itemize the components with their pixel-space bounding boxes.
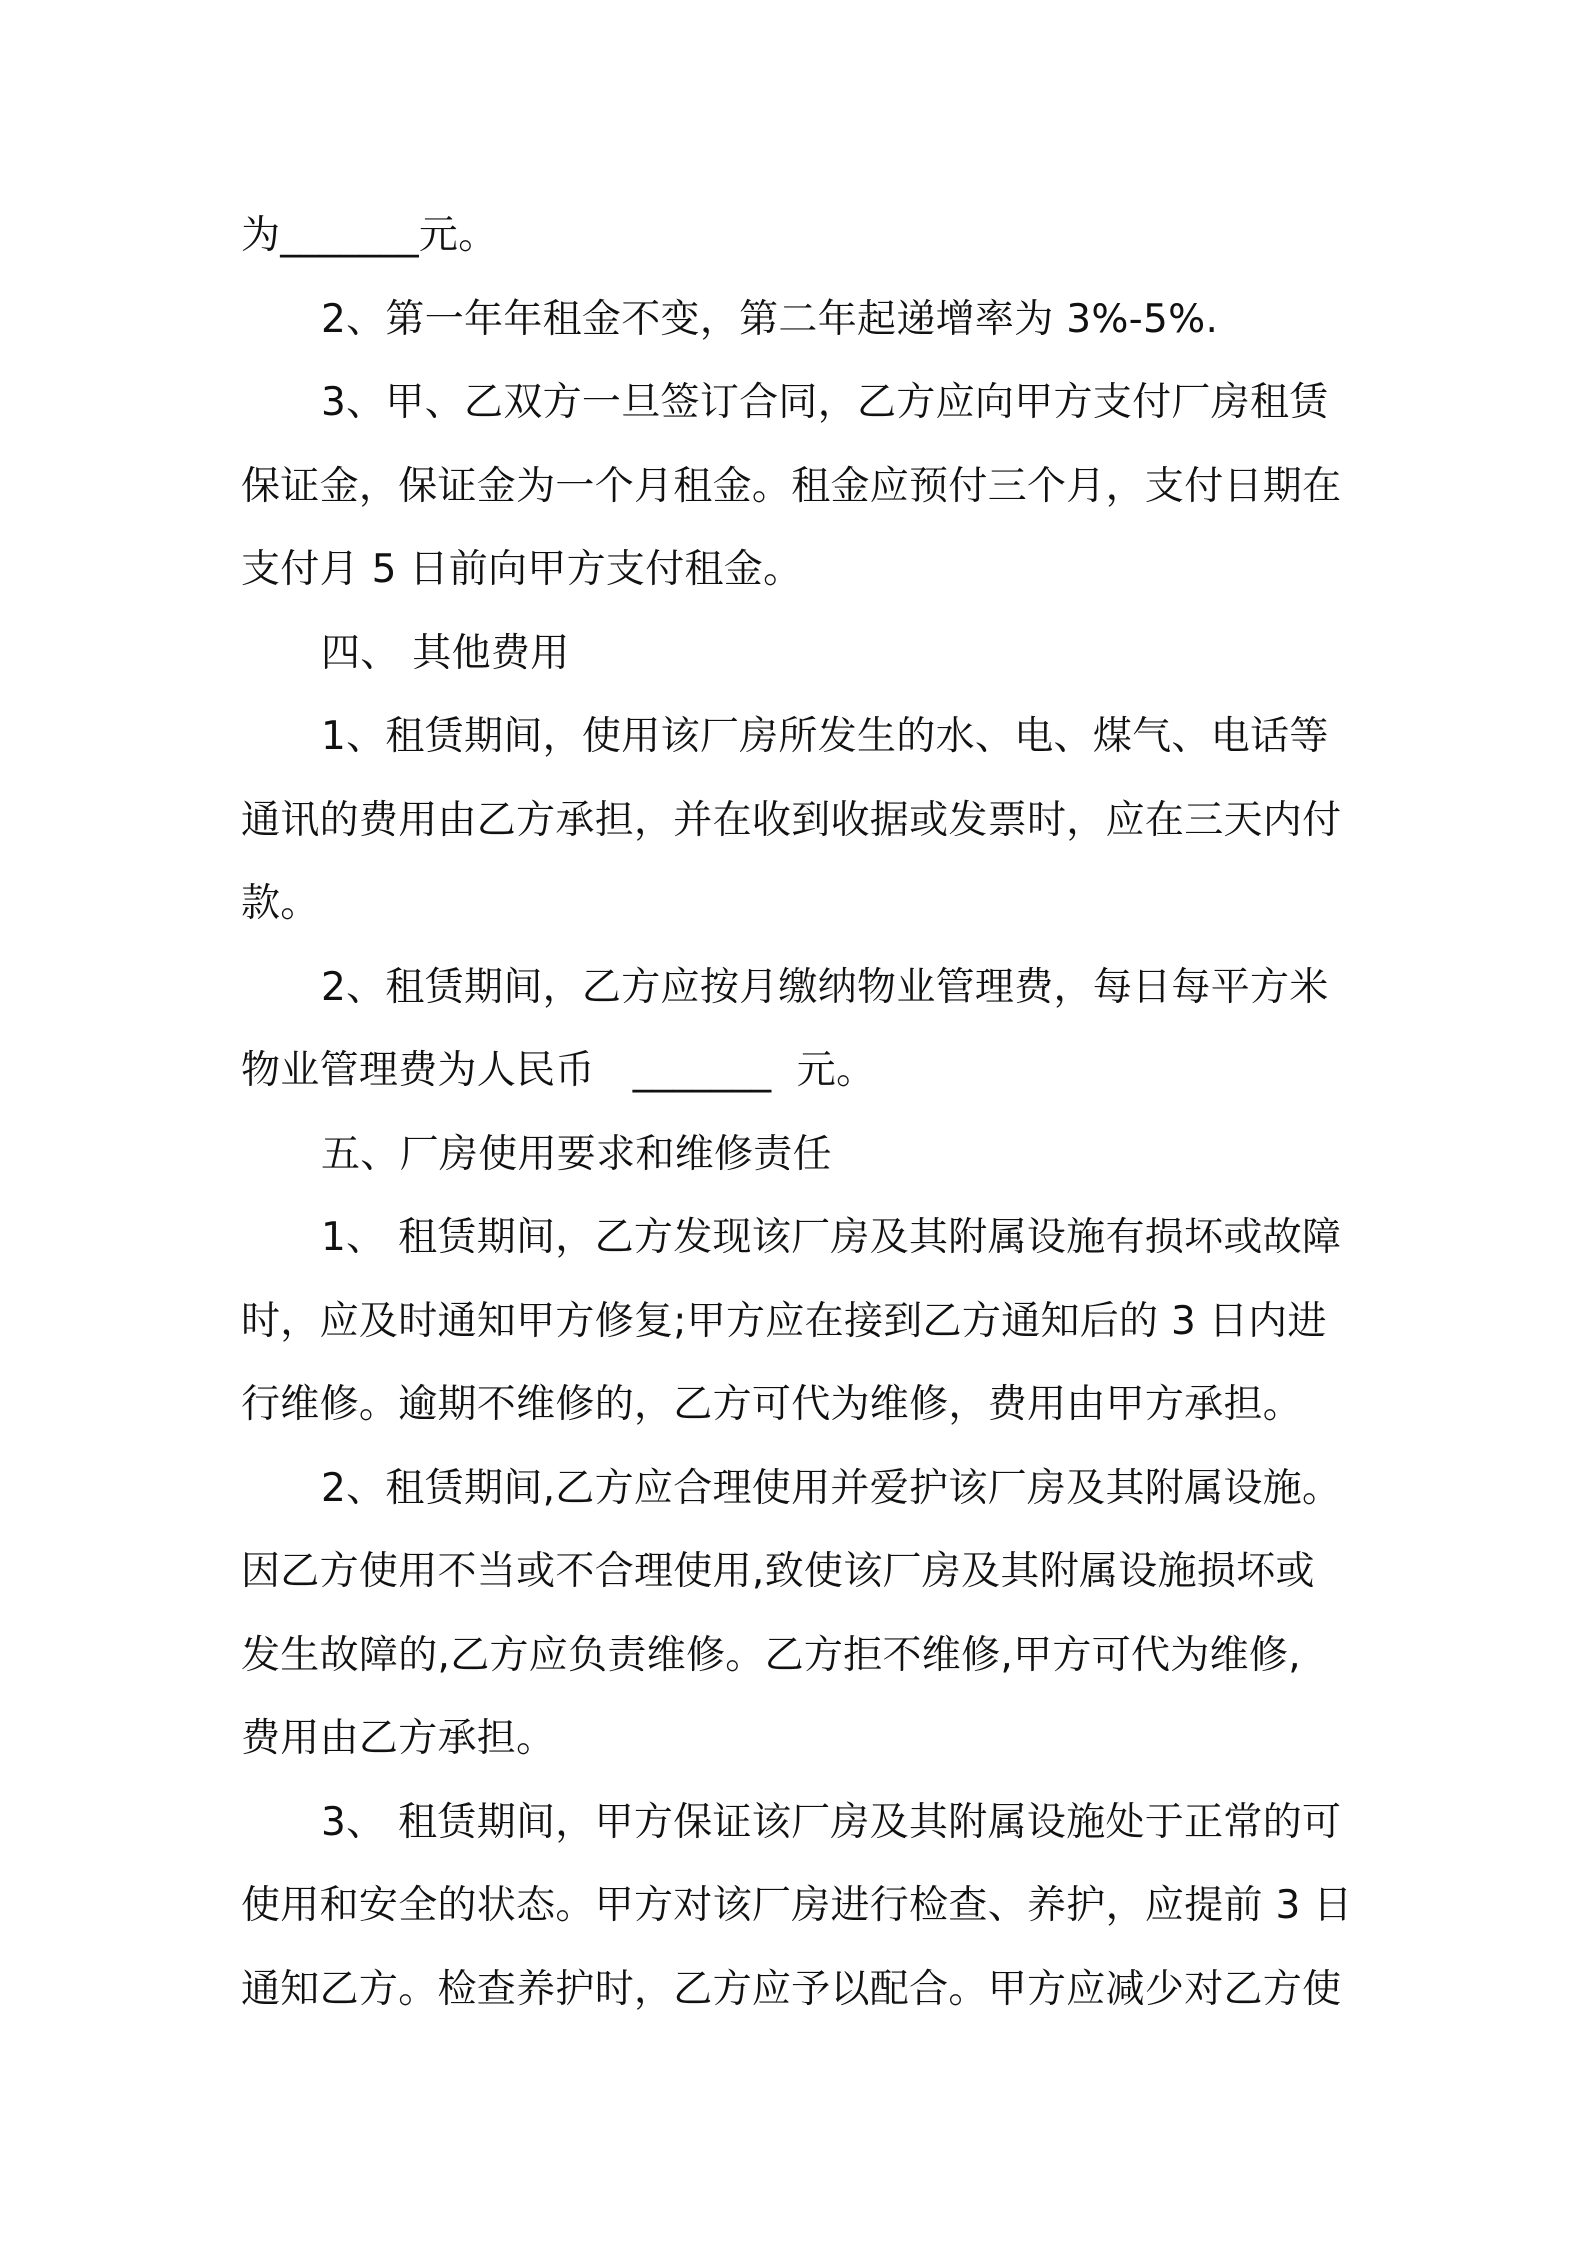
text-line: 发生故障的,乙方应负责维修。乙方拒不维修,甲方可代为维修, [241, 1632, 1301, 1678]
text-line: 行维修。逾期不维修的，乙方可代为维修，费用由甲方承担。 [241, 1382, 1303, 1427]
text-line: 1、 租赁期间，乙方发现该厂房及其附属设施有损坏或故障 [321, 1215, 1342, 1260]
document-body [241, 194, 1351, 2031]
text-line: 使用和安全的状态。甲方对该厂房进行检查、养护，应提前 3 日 [241, 1883, 1353, 1928]
text-line: 物业管理费为人民币 _______ 元。 [241, 1048, 876, 1093]
text-line: 保证金，保证金为一个月租金。租金应预付三个月，支付日期在 [241, 463, 1342, 509]
text-line: 因乙方使用不当或不合理使用,致使该厂房及其附属设施损坏或 [241, 1549, 1315, 1594]
text-line: 2、租赁期间,乙方应合理使用并爱护该厂房及其附属设施。 [321, 1465, 1342, 1511]
text-line: 通讯的费用由乙方承担，并在收到收据或发票时，应在三天内付 [241, 797, 1342, 843]
text-line: 通知乙方。检查养护时，乙方应予以配合。甲方应减少对乙方使 [241, 1966, 1342, 2012]
text-line: 款。 [241, 881, 320, 926]
text-line: 为_______元。 [241, 213, 498, 258]
text-line: 3、甲、乙双方一旦签订合同，乙方应向甲方支付厂房租赁 [321, 380, 1329, 425]
text-line: 支付月 5 日前向甲方支付租金。 [241, 547, 803, 592]
section-heading: 四、 其他费用 [321, 630, 570, 676]
section-heading: 五、厂房使用要求和维修责任 [321, 1131, 832, 1177]
text-line: 费用由乙方承担。 [241, 1716, 556, 1761]
text-line: 时，应及时通知甲方修复;甲方应在接到乙方通知后的 3 日内进 [241, 1298, 1327, 1344]
text-line: 2、第一年年租金不变，第二年起递增率为 3%-5%. [321, 296, 1219, 342]
text-line: 2、租赁期间，乙方应按月缴纳物业管理费，每日每平方米 [321, 964, 1329, 1010]
text-line: 1、租赁期间，使用该厂房所发生的水、电、煤气、电话等 [321, 714, 1329, 759]
text-line: 3、 租赁期间，甲方保证该厂房及其附属设施处于正常的可 [321, 1799, 1342, 1845]
